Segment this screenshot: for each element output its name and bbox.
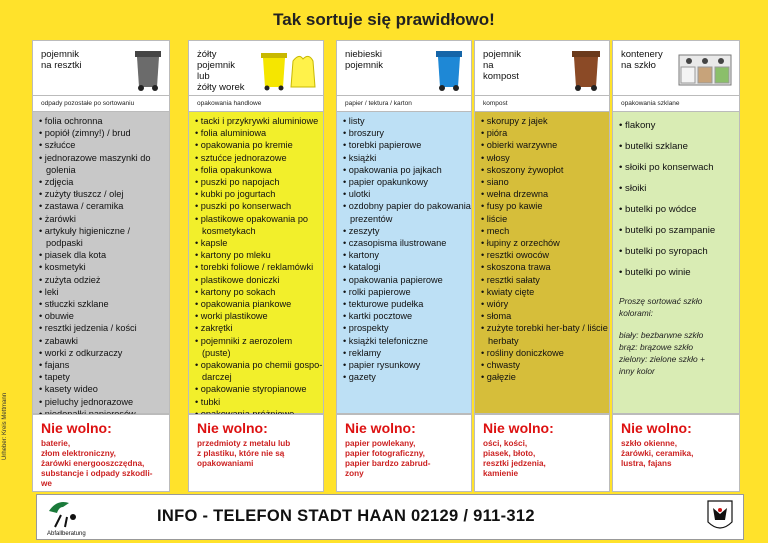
header-niebieski (336, 40, 472, 96)
list-item: • torebki foliowe / reklamówki (195, 261, 323, 273)
nie-wolno-resztki (32, 414, 170, 492)
list-item: • żarówki (39, 213, 169, 225)
list-item: • folia opakunkowa (195, 164, 323, 176)
abfallberatung-logo-icon (45, 497, 85, 531)
nie-wolno-title: Nie wolno: (621, 420, 692, 436)
column-subtitle: opakowania szklane (612, 96, 740, 112)
list-item: • zabawki (39, 335, 169, 347)
nie-wolno-text: baterie, złom elektroniczny, żarówki energooszczędna, substancje i odpady szkodli- we (41, 439, 153, 488)
list-item: • opakowanie styropianowe (195, 383, 323, 395)
list-item: • jednorazowe maszynki do golenia (39, 152, 169, 176)
brown-bin-icon (569, 47, 603, 91)
list-item: • tacki i przykrywki aluminiowe (195, 115, 323, 127)
nie-wolno-text: ości, kości, piasek, błoto, resztki jedzenia, kamienie (483, 439, 546, 478)
list-item: • skorupy z jajek (481, 115, 609, 127)
list-item: • chwasty (481, 359, 609, 371)
glass-sort-note: Proszę sortować szkło kolorami: (619, 296, 703, 318)
nie-wolno-text: szkło okienne, żarówki, ceramika, lustra, fajans (621, 439, 694, 468)
list-item: • wełna drzewna (481, 188, 609, 200)
list-item: • prospekty (343, 322, 471, 334)
nie-wolno-title: Nie wolno: (345, 420, 416, 436)
items-list (474, 112, 610, 414)
gray-bin-icon (133, 47, 163, 91)
list-item: • ozdobny papier do pakowania prezentów (343, 200, 471, 224)
list-item: • kapsle (195, 237, 323, 249)
list-item: • tubki (195, 396, 323, 408)
column-subtitle: opakowania handlowe (188, 96, 324, 112)
list-item: • opakowania po chemii gospo-darczej (195, 359, 323, 383)
column-label: żółty pojemnik lub żółty worek (197, 49, 245, 93)
list-item: • zeszyty (343, 225, 471, 237)
list-item: • słoma (481, 310, 609, 322)
list-item: • folia ochronna (39, 115, 169, 127)
list-item: • włosy (481, 152, 609, 164)
list-item: • katalogi (343, 261, 471, 273)
list-item: • listy (343, 115, 471, 127)
info-phone: INFO - TELEFON STADT HAAN 02129 / 911-312 (157, 507, 535, 525)
nie-wolno-szklo (612, 414, 740, 492)
nie-wolno-kompost (474, 414, 610, 492)
list-item: • butelki po szampanie (619, 220, 739, 241)
list-item: • czasopisma ilustrowane (343, 237, 471, 249)
list-item: • puszki po napojach (195, 176, 323, 188)
list-item: • flakony (619, 115, 739, 136)
list-item: • papier opakunkowy (343, 176, 471, 188)
blue-bin-icon (433, 47, 465, 91)
list-item: • butelki po syropach (619, 241, 739, 262)
column-zolty (188, 40, 324, 414)
list-item: • ulotki (343, 188, 471, 200)
list-item: • książki telefoniczne (343, 335, 471, 347)
header-szklo (612, 40, 740, 96)
nie-wolno-text: papier powlekany, papier fotograficzny, papier bardzo zabrud- zony (345, 439, 431, 478)
nie-wolno-title: Nie wolno: (483, 420, 554, 436)
list-item: • gazety (343, 371, 471, 383)
list-item: • zastawa / ceramika (39, 200, 169, 212)
column-szklo (612, 40, 740, 414)
nie-wolno-title: Nie wolno: (41, 420, 112, 436)
list-item: • zdjęcia (39, 176, 169, 188)
header-zolty (188, 40, 324, 96)
list-item: • piasek dla kota (39, 249, 169, 261)
list-item: • kasety wideo (39, 383, 169, 395)
city-crest-icon (707, 500, 733, 534)
column-subtitle: papier / tektura / karton (336, 96, 472, 112)
list-item: • torebki papierowe (343, 139, 471, 151)
list-item: • opakowania po jajkach (343, 164, 471, 176)
column-label: pojemnik na kompost (483, 49, 522, 82)
list-item: • butelki po wódce (619, 199, 739, 220)
list-item: • obuwie (39, 310, 169, 322)
list-item: • kubki po jogurtach (195, 188, 323, 200)
list-item: • folia aluminiowa (195, 127, 323, 139)
list-item: • worki z odkurzaczy (39, 347, 169, 359)
list-item: • fusy po kawie (481, 200, 609, 212)
list-item: • słoiki (619, 178, 739, 199)
list-item: • worki plastikowe (195, 310, 323, 322)
column-label: kontenery na szkło (621, 49, 663, 71)
list-item: • butelki po winie (619, 262, 739, 283)
nie-wolno-text: przedmioty z metalu lub z plastiku, które nie są opakowaniami (197, 439, 291, 468)
list-item: • książki (343, 152, 471, 164)
list-item: • opakowania po kremie (195, 139, 323, 151)
list-item: • resztki jedzenia / kości (39, 322, 169, 334)
column-subtitle: kompost (474, 96, 610, 112)
list-item: • kartony (343, 249, 471, 261)
info-footer (36, 494, 744, 540)
list-item: • siano (481, 176, 609, 188)
list-item: • resztki sałaty (481, 274, 609, 286)
items-list (188, 112, 324, 414)
list-item: • kartony po mleku (195, 249, 323, 261)
list-item: • pojemniki z aerozolem (puste) (195, 335, 323, 359)
list-item: • puszki po konserwach (195, 200, 323, 212)
list-item: • mech (481, 225, 609, 237)
header-kompost (474, 40, 610, 96)
list-item: • plastikowe doniczki (195, 274, 323, 286)
nie-wolno-title: Nie wolno: (197, 420, 268, 436)
nie-wolno-zolty (188, 414, 324, 492)
list-item: • skoszony żywopłot (481, 164, 609, 176)
list-item: • opakowania piankowe (195, 298, 323, 310)
list-item: • fajans (39, 359, 169, 371)
list-item: • kwiaty cięte (481, 286, 609, 298)
list-item: • opakowania papierowe (343, 274, 471, 286)
list-item: • zużyta odzież (39, 274, 169, 286)
list-item: • kartki pocztowe (343, 310, 471, 322)
nie-wolno-niebieski (336, 414, 472, 492)
list-item: • kosmetyki (39, 261, 169, 273)
items-list (32, 112, 170, 414)
list-item: • leki (39, 286, 169, 298)
header-resztki (32, 40, 170, 96)
items-list (336, 112, 472, 414)
page-title: Tak sortuje się prawidłowo! (273, 10, 495, 29)
list-item: • skoszona trawa (481, 261, 609, 273)
list-item: • butelki szklane (619, 136, 739, 157)
list-item: • resztki owoców (481, 249, 609, 261)
list-item: • szłućce (39, 139, 169, 151)
list-item: • łupiny z orzechów (481, 237, 609, 249)
column-kompost (474, 40, 610, 414)
list-item: • pieluchy jednorazowe (39, 396, 169, 408)
list-item: • zużyte torebki her-baty / liście herbaty (481, 322, 609, 346)
abfallberatung-logo-text: Abfallberatung (47, 531, 86, 537)
list-item: • rolki papierowe (343, 286, 471, 298)
list-item: • tekturowe pudełka (343, 298, 471, 310)
list-item: • reklamy (343, 347, 471, 359)
list-item: • zużyty tłuszcz / olej (39, 188, 169, 200)
column-niebieski (336, 40, 472, 414)
list-item: • sztućce jednorazowe (195, 152, 323, 164)
column-subtitle: odpady pozostałe po sortowaniu (32, 96, 170, 112)
list-item: • stłuczki szklane (39, 298, 169, 310)
list-item: • zakrętki (195, 322, 323, 334)
column-label: niebieski pojemnik (345, 49, 384, 71)
list-item: • papier rysunkowy (343, 359, 471, 371)
list-item: • kartony po sokach (195, 286, 323, 298)
list-item: • gałęzie (481, 371, 609, 383)
list-item: • plastikowe opakowania po kosmetykach (195, 213, 323, 237)
list-item: • wióry (481, 298, 609, 310)
column-resztki (32, 40, 170, 414)
yellow-bin-and-bag-icon (259, 47, 317, 91)
list-item: • słoiki po konserwach (619, 157, 739, 178)
glass-color-note: biały: bezbarwne szkło brąz: brązowe szkło zielony: zielone szkło + inny kolor (619, 330, 705, 376)
list-item: • popiół (zimny!) / brud (39, 127, 169, 139)
list-item: • broszury (343, 127, 471, 139)
list-item: • pióra (481, 127, 609, 139)
list-item: • obierki warzywne (481, 139, 609, 151)
glass-containers-icon (677, 47, 733, 87)
side-credit: Urheber: Kreis Mettmann (2, 392, 8, 460)
list-item: • tapety (39, 371, 169, 383)
list-item: • artykuły higieniczne / podpaski (39, 225, 169, 249)
list-item: • rośliny doniczkowe (481, 347, 609, 359)
items-list (612, 112, 740, 414)
column-label: pojemnik na resztki (41, 49, 82, 71)
list-item: • liście (481, 213, 609, 225)
